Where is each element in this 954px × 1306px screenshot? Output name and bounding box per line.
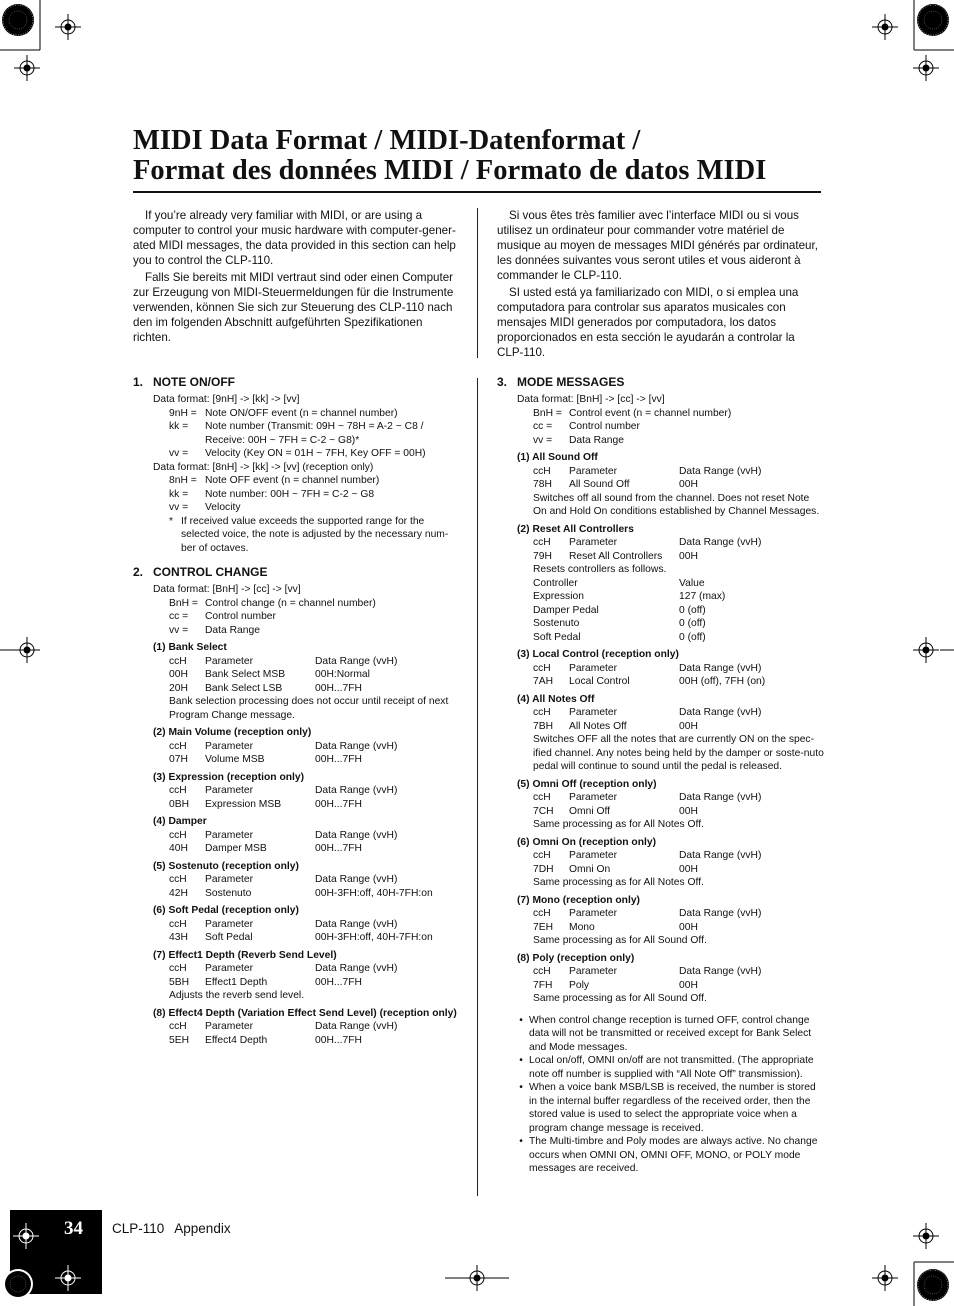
bullet-item [513,1081,825,1135]
parameter-cell: Parameter [569,792,618,803]
parameter-table-row [169,887,461,901]
parameter-cell: 43H [169,932,188,943]
cc-format: Data format: [BnH] -> [cc] -> [vv] [153,584,301,595]
parameter-table [517,536,825,563]
definition-value: Control event (n = channel number) [569,407,732,419]
right-column [497,375,825,1176]
parameter-table [517,662,825,689]
parameter-block [153,904,461,945]
title-line-1: MIDI Data Format / MIDI-Datenformat / [133,125,641,156]
parameter-cell: Data Range (vvH) [315,918,398,930]
parameter-title: (4) All Notes Off [517,693,595,705]
parameter-cell: 00H [679,805,698,817]
parameter-cell: 00H [679,979,698,991]
parameter-cell: Bank Select MSB [205,669,286,680]
bullet-text: Local on/off, OMNI on/off are not transmitted. (The appropriate note off number is supplied with “All Note Off” transmission). [529,1055,814,1080]
parameter-cell: Data Range (vvH) [679,465,762,477]
parameter-table-row [533,465,825,479]
parameter-block [153,1007,461,1048]
parameter-table-row [533,478,825,492]
parameter-cell: 5EH [169,1034,190,1046]
definition-key: BnH = [533,407,562,419]
parameter-block [517,693,825,774]
parameter-cell: Data Range (vvH) [679,966,762,977]
definition-value: Note number: 00H ~ 7FH = C-2 ~ G8 [205,488,375,500]
bullet-item [513,1054,825,1081]
parameter-table [153,829,461,856]
parameter-cell: Parameter [569,537,618,548]
mode-rows [533,407,825,448]
parameter-cell: 00H-3FH:off, 40H-7FH:on [315,887,433,899]
mode-bullets [497,1014,825,1176]
parameter-cell: Data Range (vvH) [315,655,398,667]
definition-key: vv = [169,502,189,513]
definition-value: Note OFF event (n = channel number) [205,475,380,486]
section-mode-messages-heading: 3. MODE MESSAGES [497,375,625,389]
controller-row [533,631,825,645]
parameter-table-row [533,805,825,819]
parameter-cell: ccH [169,874,187,885]
controller-name: Controller [533,577,578,589]
parameter-table-row [533,849,825,863]
title-divider [133,191,821,193]
parameter-title: (6) Omni On (reception only) [517,836,657,848]
parameter-cell: Local Control [569,676,630,687]
parameter-cell: Parameter [205,918,254,930]
intro-right [497,208,822,360]
bullet-icon: • [519,1014,523,1026]
parameter-cell: Sostenuto [205,887,252,899]
definition-row [169,407,461,421]
parameter-block [517,778,825,832]
parameter-table-row [169,682,461,696]
parameter-cell: Parameter [569,850,618,861]
definition-value: Note ON/OFF event (n = channel number) [205,407,398,419]
parameter-table-row [169,1034,461,1048]
parameter-block [517,894,825,948]
parameter-cell: Volume MSB [205,754,265,765]
definition-key: vv = [169,448,189,459]
bullet-text: When control change reception is turned OFF, control change data will not be transmitted or received except for Bank Select and Mode messages. [529,1014,812,1053]
parameter-cell: All Sound Off [569,479,630,490]
definition-key: vv = [169,624,189,636]
parameter-cell: Effect1 Depth [205,976,268,988]
parameter-cell: ccH [533,850,551,861]
parameter-cell: ccH [169,963,187,974]
parameter-cell: Data Range (vvH) [679,707,762,718]
parameter-table [517,465,825,492]
definition-row [169,420,461,434]
definition-key: BnH = [169,597,198,609]
parameter-title: (8) Poly (reception only) [517,952,635,964]
parameter-cell: ccH [169,740,187,752]
parameter-cell: ccH [169,918,187,930]
parameter-cell: 7CH [533,805,554,817]
definition-key: kk = [169,421,189,432]
parameter-cell: ccH [533,792,551,803]
parameter-cell: Data Range (vvH) [315,874,398,885]
parameter-cell: 00H (off), 7FH (on) [679,676,766,687]
parameter-title: (6) Soft Pedal (reception only) [153,905,299,916]
parameter-cell: 79H [533,550,552,562]
parameter-cell: 00H...7FH [315,754,362,765]
parameter-table-row [533,675,825,689]
controller-row [533,577,825,591]
parameter-cell: Omni On [569,863,611,875]
parameter-table-row [533,965,825,979]
parameter-cell: Data Range (vvH) [315,829,398,841]
parameter-cell: Data Range (vvH) [679,908,762,919]
parameter-cell: 00H [679,479,698,490]
controller-value: Value [679,577,705,589]
parameter-block [153,771,461,812]
parameter-note: Adjusts the reverb send level. [169,990,305,1001]
parameter-cell: Parameter [205,655,254,667]
bullet-text: The Multi-timbre and Poly modes are always active. No change occurs when OMNI ON, OMNI OFF, MONO, or POLY mode messages are received. [529,1136,818,1174]
parameter-cell: 00H-3FH:off, 40H-7FH:on [315,932,433,943]
cc-items [133,641,461,1047]
parameter-cell: Parameter [569,662,618,674]
definition-value: Control change (n = channel number) [205,597,376,609]
parameter-block [517,952,825,1006]
parameter-title: (7) Mono (reception only) [517,894,640,906]
footer-model: CLP-110 [112,1221,165,1236]
parameter-cell: 7DH [533,863,554,875]
section-note-onoff-heading: 1. NOTE ON/OFF [133,375,235,389]
section-control-change-heading: 2. CONTROL CHANGE [133,565,268,579]
bullet-item [513,1014,825,1055]
parameter-cell: 7EH [533,921,554,933]
definition-value: Control number [205,611,276,622]
parameter-cell: 00H...7FH [315,682,362,694]
parameter-table-row [169,918,461,932]
definition-row [169,624,461,638]
definition-row [533,407,825,421]
definition-key [169,434,205,448]
parameter-cell: 07H [169,754,188,765]
note-footnote: * If received value exceeds the supported range for the selected voice, the note is adjusted by the necessary num-ber of octaves. [169,515,449,554]
parameter-cell: 42H [169,887,188,899]
parameter-table-row [169,873,461,887]
parameter-title: (1) Bank Select [153,642,227,653]
controller-name: Damper Pedal [533,604,599,616]
parameter-table [153,655,461,696]
parameter-table [517,791,825,818]
parameter-cell: Data Range (vvH) [315,785,398,796]
parameter-block [153,815,461,856]
parameter-note: Same processing as for All Notes Off. [533,819,704,830]
definition-row [169,501,461,515]
parameter-block [153,949,461,1003]
page-number: 34 [64,1218,83,1239]
parameter-note: Switches OFF all the notes that are currently ON on the spec-ified channel. Any notes being held by the damper or soste-nuto pedal will continue to sound until the pedal is released. [533,734,824,772]
parameter-title: (7) Effect1 Depth (Reverb Send Level) [153,949,337,961]
parameter-table [153,918,461,945]
parameter-block [153,641,461,722]
parameter-cell: 00H...7FH [315,1034,362,1046]
parameter-table [153,873,461,900]
parameter-cell: 7FH [533,979,553,991]
parameter-cell: Data Range (vvH) [679,850,762,861]
parameter-cell: 0BH [169,798,190,810]
parameter-title: (1) All Sound Off [517,452,598,463]
parameter-cell: Parameter [205,1021,254,1032]
bullet-text: When a voice bank MSB/LSB is received, the number is stored in the internal buffer regardless of the received order, then the stored value is used to select the appropriate voice when a program change message is received. [529,1082,816,1134]
parameter-table-row [169,976,461,990]
parameter-cell: ccH [169,829,187,841]
controller-table [517,577,825,645]
parameter-table [153,784,461,811]
definition-value: Receive: 00H ~ 7FH = C-2 ~ G8)* [205,434,360,446]
definition-value: Velocity (Key ON = 01H ~ 7FH, Key OFF = 00H) [205,448,426,459]
controller-row [533,617,825,631]
column-divider [477,378,478,1196]
parameter-table [153,740,461,767]
parameter-cell: ccH [533,537,551,548]
parameter-note: Bank selection processing does not occur until receipt of next Program Change message. [169,696,449,721]
parameter-block [517,836,825,890]
definition-row [169,597,461,611]
parameter-table [153,1020,461,1047]
parameter-cell: ccH [169,785,187,796]
parameter-table-row [169,668,461,682]
parameter-table-row [533,921,825,935]
parameter-table-row [169,931,461,945]
definition-row [169,488,461,502]
footer-label [112,1221,241,1236]
parameter-cell: 00H [169,669,188,680]
parameter-cell: 00H [679,550,698,562]
parameter-table-row [533,863,825,877]
definition-row [169,447,461,461]
controller-value: 127 (max) [679,591,726,602]
controller-value: 0 (off) [679,604,706,616]
note-format-1: Data format: [9nH] -> [kk] -> [vv] [153,394,300,405]
parameter-cell: 40H [169,843,188,854]
controller-value: 0 (off) [679,631,706,643]
intro-left [133,208,458,345]
parameter-cell: 00H...7FH [315,976,362,988]
intro-french: Si vous êtes très familier avec l’interface MIDI ou si vous utilisez un ordinateur pour commander votre matériel de musique au moyen de messages MIDI générés par ordinateur, les données suivantes vous seront utiles et vous aideront à commander le CLP-110. [497,209,818,282]
parameter-cell: ccH [533,908,551,919]
parameter-cell: Expression MSB [205,798,282,810]
note-format-2: Data format: [8nH] -> [kk] -> [vv] (reception only) [153,461,374,473]
mode-items [497,451,825,1006]
parameter-cell: Data Range (vvH) [315,963,398,974]
parameter-title: (8) Effect4 Depth (Variation Effect Send Level) (reception only) [153,1007,457,1019]
parameter-block [517,451,825,519]
parameter-note: Same processing as for All Sound Off. [533,993,707,1004]
parameter-cell: Parameter [205,785,254,796]
mode-format: Data format: [BnH] -> [cc] -> [vv] [517,394,665,405]
parameter-cell: Parameter [205,740,254,752]
parameter-cell: Reset All Controllers [569,550,663,562]
parameter-note: Same processing as for All Notes Off. [533,877,704,888]
parameter-title: (3) Expression (reception only) [153,771,305,783]
crosshair-icon [53,1263,83,1293]
parameter-cell: Data Range (vvH) [679,537,762,548]
parameter-table-row [169,753,461,767]
parameter-cell: Data Range (vvH) [679,792,762,803]
parameter-title: (5) Omni Off (reception only) [517,778,657,790]
parameter-cell: Data Range (vvH) [315,1021,398,1032]
definition-value: Velocity [205,502,241,513]
parameter-block [153,860,461,901]
parameter-cell: 00H [679,720,698,732]
parameter-cell: 00H [679,863,698,875]
parameter-table-row [169,842,461,856]
definition-row [533,434,825,448]
definition-key: kk = [169,488,189,500]
parameter-cell: 00H...7FH [315,798,362,810]
parameter-note: Switches off all sound from the channel. Does not reset Note On and Hold On conditions established by Channel Messages. [533,492,820,517]
parameter-table-row [169,829,461,843]
parameter-block [517,523,825,645]
parameter-block [517,648,825,689]
controller-name: Soft Pedal [533,631,581,643]
bullet-item [513,1135,825,1176]
parameter-cell: Damper MSB [205,843,267,854]
parameter-cell: Poly [569,979,590,991]
definition-key: 9nH = [169,407,197,419]
parameter-cell: Effect4 Depth [205,1034,268,1046]
parameter-title: (2) Reset All Controllers [517,523,634,535]
parameter-table [517,907,825,934]
parameter-cell: Data Range (vvH) [315,740,398,752]
parameter-cell: Parameter [205,829,254,841]
parameter-table-row [169,1020,461,1034]
parameter-title: (4) Damper [153,816,207,827]
parameter-table-row [533,979,825,993]
parameter-table [517,965,825,992]
parameter-table-row [169,784,461,798]
definition-value: Note number (Transmit: 09H ~ 78H = A-2 ~ C8 / [205,421,424,432]
parameter-cell: 00H...7FH [315,843,362,854]
parameter-table-row [533,720,825,734]
intro-spanish: SI usted está ya familiarizado con MIDI, o si emplea una computadora para controlar sus aparatos musicales con mensajes MIDI generados por computadora, los datos proporcionados en esta sección le ayudarán a controlar la CLP-110. [497,286,799,359]
parameter-cell: 00H:Normal [315,669,370,680]
parameter-table-row [533,662,825,676]
definition-value: Control number [569,421,640,432]
parameter-table-row [533,550,825,564]
parameter-note: Same processing as for All Sound Off. [533,935,707,946]
definition-key: cc = [533,421,553,432]
left-column [133,375,461,1047]
parameter-note: Resets controllers as follows. [533,564,667,575]
parameter-cell: ccH [533,465,551,477]
parameter-cell: ccH [169,1021,187,1032]
parameter-cell: Parameter [205,963,254,974]
parameter-cell: Mono [569,921,595,933]
controller-row [533,604,825,618]
parameter-cell: Parameter [569,966,618,977]
definition-key: cc = [169,611,189,622]
parameter-title: (3) Local Control (reception only) [517,649,679,660]
parameter-table-row [169,655,461,669]
parameter-cell: ccH [533,966,551,977]
parameter-block [153,726,461,767]
definition-row [533,420,825,434]
parameter-cell: 00H [679,921,698,933]
definition-value: Data Range [569,434,624,446]
parameter-table [153,962,461,989]
controller-value: 0 (off) [679,618,706,629]
parameter-cell: 20H [169,682,188,694]
intro-english: If you’re already very familiar with MIDI, or are using a computer to control your music hardware with computer-gener-ated MIDI messages, the data provided in this section can help you to control the CLP-110. [133,209,456,267]
definition-value: Data Range [205,624,260,636]
bullet-icon: • [519,1055,523,1066]
note-rows-2 [169,474,461,515]
parameter-cell: 7AH [533,676,554,687]
parameter-title: (2) Main Volume (reception only) [153,727,312,738]
bullet-icon: • [519,1136,523,1147]
parameter-table-row [169,740,461,754]
definition-row [169,610,461,624]
parameter-cell: Data Range (vvH) [679,662,762,674]
controller-name: Expression [533,591,584,602]
parameter-cell: ccH [169,655,187,667]
definition-key: 8nH = [169,475,197,486]
parameter-cell: 78H [533,479,552,490]
footer-section: Appendix [174,1221,231,1236]
parameter-table-row [533,907,825,921]
bullet-icon: • [519,1082,523,1093]
parameter-cell: ccH [533,662,551,674]
parameter-cell: 5BH [169,976,190,988]
crosshair-icon [55,14,81,40]
parameter-table [517,849,825,876]
parameter-cell: Parameter [205,874,254,885]
parameter-cell: Soft Pedal [205,932,253,943]
intro-german: Falls Sie bereits mit MIDI vertraut sind oder einen Computer zur Erzeugung von MIDI-Steuermeldungen für die Instrumente verwenden, können Sie sich zur Steuerung des CLP-110 nach den im folgenden Abschnitt aufgeführten Spezifikationen richten. [133,271,454,344]
parameter-table-row [169,962,461,976]
parameter-cell: All Notes Off [569,720,627,732]
definition-row [169,474,461,488]
parameter-cell: Parameter [569,908,618,919]
parameter-cell: Parameter [569,707,618,718]
controller-row [533,590,825,604]
page-title [133,126,823,186]
column-divider [477,208,478,358]
parameter-title: (5) Sostenuto (reception only) [153,860,299,872]
parameter-table-row [533,791,825,805]
controller-name: Sostenuto [533,618,580,629]
parameter-table [517,706,825,733]
title-line-2: Format des données MIDI / Formato de datos MIDI [133,155,767,186]
definition-row [169,434,461,448]
parameter-cell: ccH [533,707,551,718]
note-rows-1 [169,407,461,461]
footer-marks [0,1210,40,1300]
parameter-cell: Omni Off [569,805,611,817]
parameter-table-row [533,706,825,720]
parameter-table-row [533,536,825,550]
parameter-cell: Bank Select LSB [205,682,283,694]
definition-key: vv = [533,434,553,446]
cc-rows [169,597,461,638]
parameter-table-row [169,798,461,812]
parameter-cell: Parameter [569,465,618,477]
parameter-cell: 7BH [533,720,554,732]
